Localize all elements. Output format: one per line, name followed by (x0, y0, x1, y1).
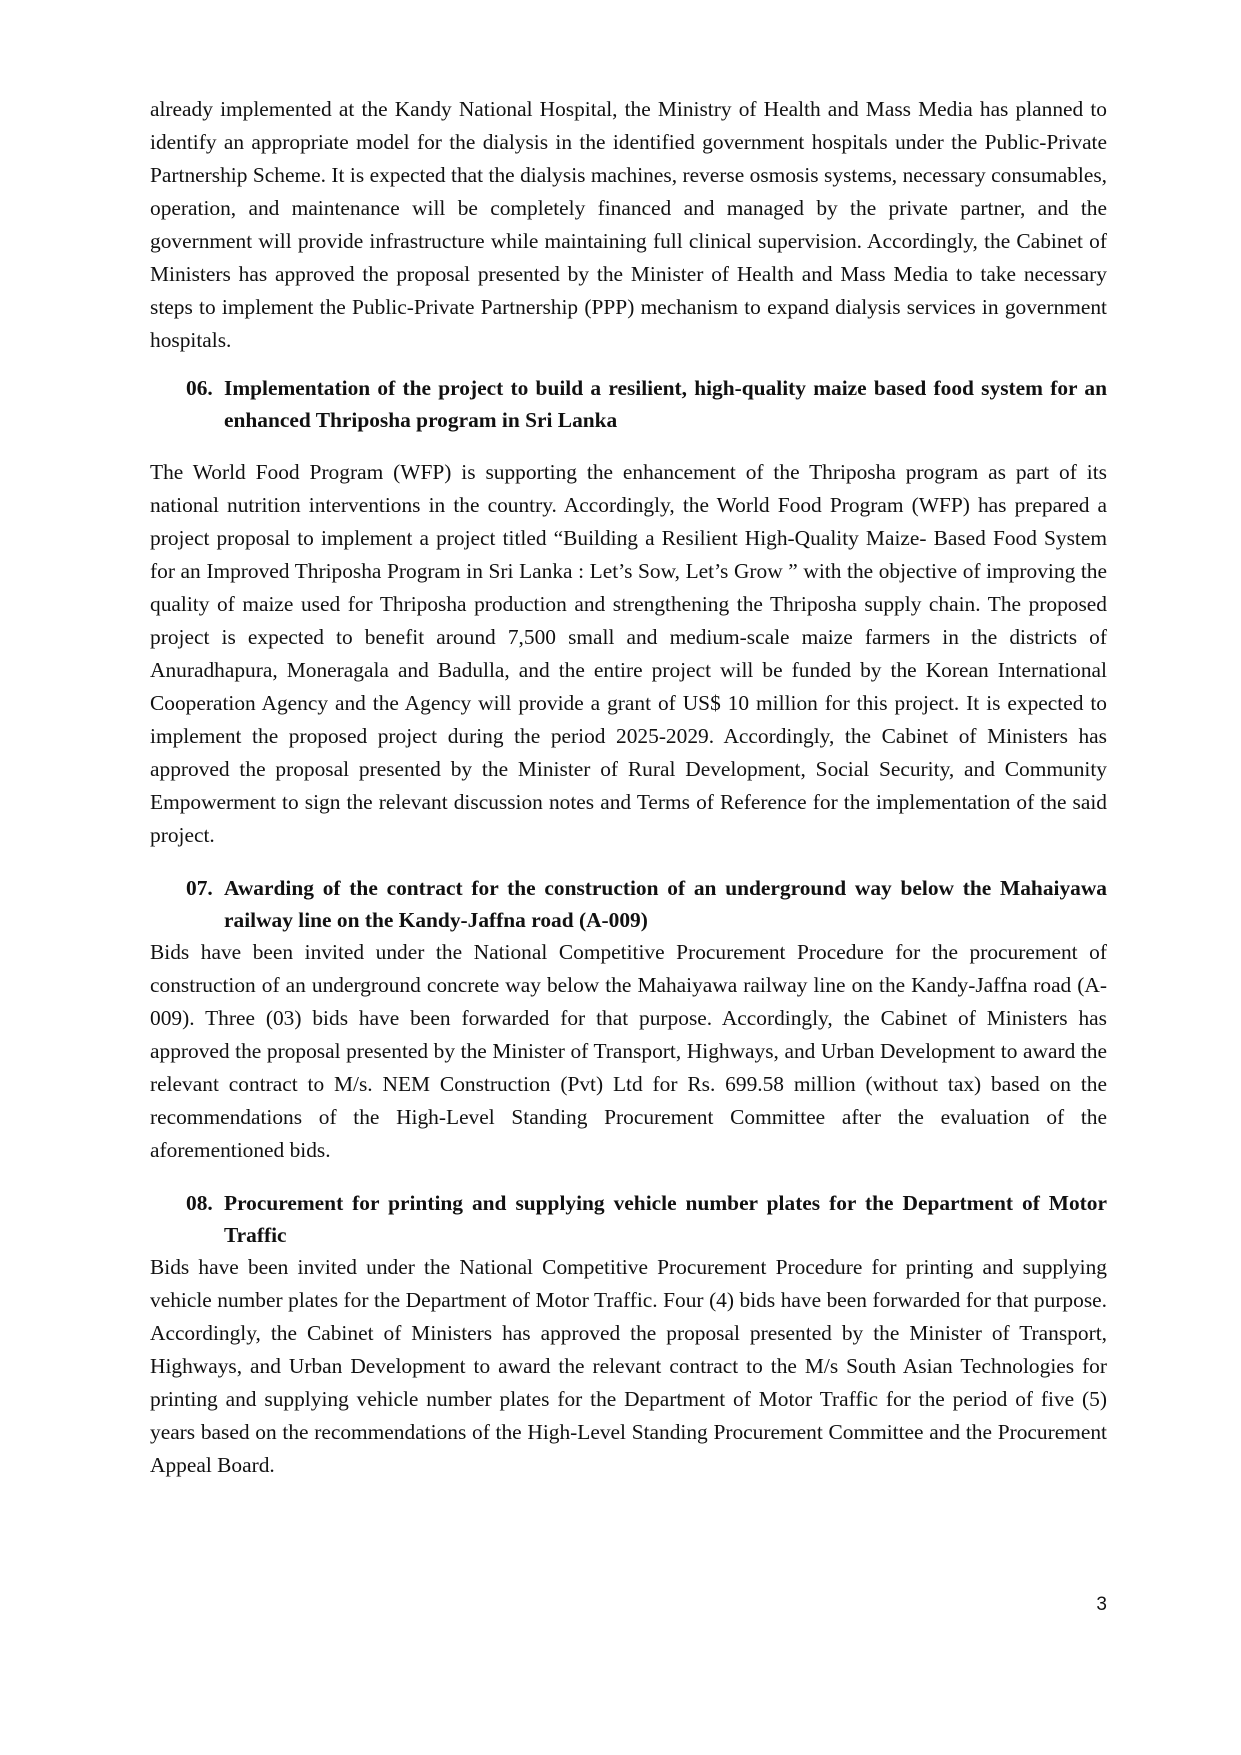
section-title: Awarding of the contract for the construction of an underground way below the Mahaiyawa railway line on the Kandy-Jaffna road (A-009) (224, 876, 1107, 932)
page-number: 3 (1096, 1594, 1107, 1615)
section-heading-07 (150, 873, 1107, 936)
section-heading-08 (150, 1188, 1107, 1251)
section-number: 08. (186, 1191, 213, 1215)
section-heading-06 (150, 373, 1107, 436)
section-body-06: The World Food Program (WFP) is supporting the enhancement of the Thriposha program as part of its national nutrition interventions in the country. Accordingly, the World Food Program (WFP) has prepared a project proposal to implement a project titled “Building a Resilient High-Quality Maize- Based Food System for an Improved Thriposha Program in Sri Lanka : Let’s Sow, Let’s Grow ” with the objective of improving the quality of maize used for Thriposha production and strengthening the Thriposha supply chain. The proposed project is expected to benefit around 7,500 small and medium-scale maize farmers in the districts of Anuradhapura, Moneragala and Badulla, and the entire project will be funded by the Korean International Cooperation Agency and the Agency will provide a grant of US$ 10 million for this project. It is expected to implement the proposed project during the period 2025-2029. Accordingly, the Cabinet of Ministers has approved the proposal presented by the Minister of Rural Development, Social Security, and Community Empowerment to sign the relevant discussion notes and Terms of Reference for the implementation of the said project. (150, 460, 1107, 847)
section-number: 07. (186, 876, 213, 900)
section-body-08: Bids have been invited under the National Competitive Procurement Procedure for printing and supplying vehicle number plates for the Department of Motor Traffic. Four (4) bids have been forwarded for that purpose. Accordingly, the Cabinet of Ministers has approved the proposal presented by the Minister of Transport, Highways, and Urban Development to award the relevant contract to the M/s South Asian Technologies for printing and supplying vehicle number plates for the Department of Motor Traffic for the period of five (5) years based on the recommendations of the High-Level Standing Procurement Committee and the Procurement Appeal Board. (150, 1255, 1107, 1477)
intro-paragraph: already implemented at the Kandy National Hospital, the Ministry of Health and Mass Media has planned to identify an appropriate model for the dialysis in the identified government hospitals under the Public-Private Partnership Scheme. It is expected that the dialysis machines, reverse osmosis systems, necessary consumables, operation, and maintenance will be completely financed and managed by the private partner, and the government will provide infrastructure while maintaining full clinical supervision. Accordingly, the Cabinet of Ministers has approved the proposal presented by the Minister of Health and Mass Media to take necessary steps to implement the Public-Private Partnership (PPP) mechanism to expand dialysis services in government hospitals. (150, 97, 1107, 352)
section-body-07: Bids have been invited under the National Competitive Procurement Procedure for the procurement of construction of an underground concrete way below the Mahaiyawa railway line on the Kandy-Jaffna road (A-009). Three (03) bids have been forwarded for that purpose. Accordingly, the Cabinet of Ministers has approved the proposal presented by the Minister of Transport, Highways, and Urban Development to award the relevant contract to M/s. NEM Construction (Pvt) Ltd for Rs. 699.58 million (without tax) based on the recommendations of the High-Level Standing Procurement Committee after the evaluation of the aforementioned bids. (150, 940, 1107, 1162)
section-number: 06. (186, 376, 213, 400)
document-page (150, 93, 1107, 1482)
section-title: Implementation of the project to build a resilient, high-quality maize based food system for an enhanced Thriposha program in Sri Lanka (224, 376, 1107, 432)
section-title: Procurement for printing and supplying vehicle number plates for the Department of Motor Traffic (224, 1191, 1107, 1247)
